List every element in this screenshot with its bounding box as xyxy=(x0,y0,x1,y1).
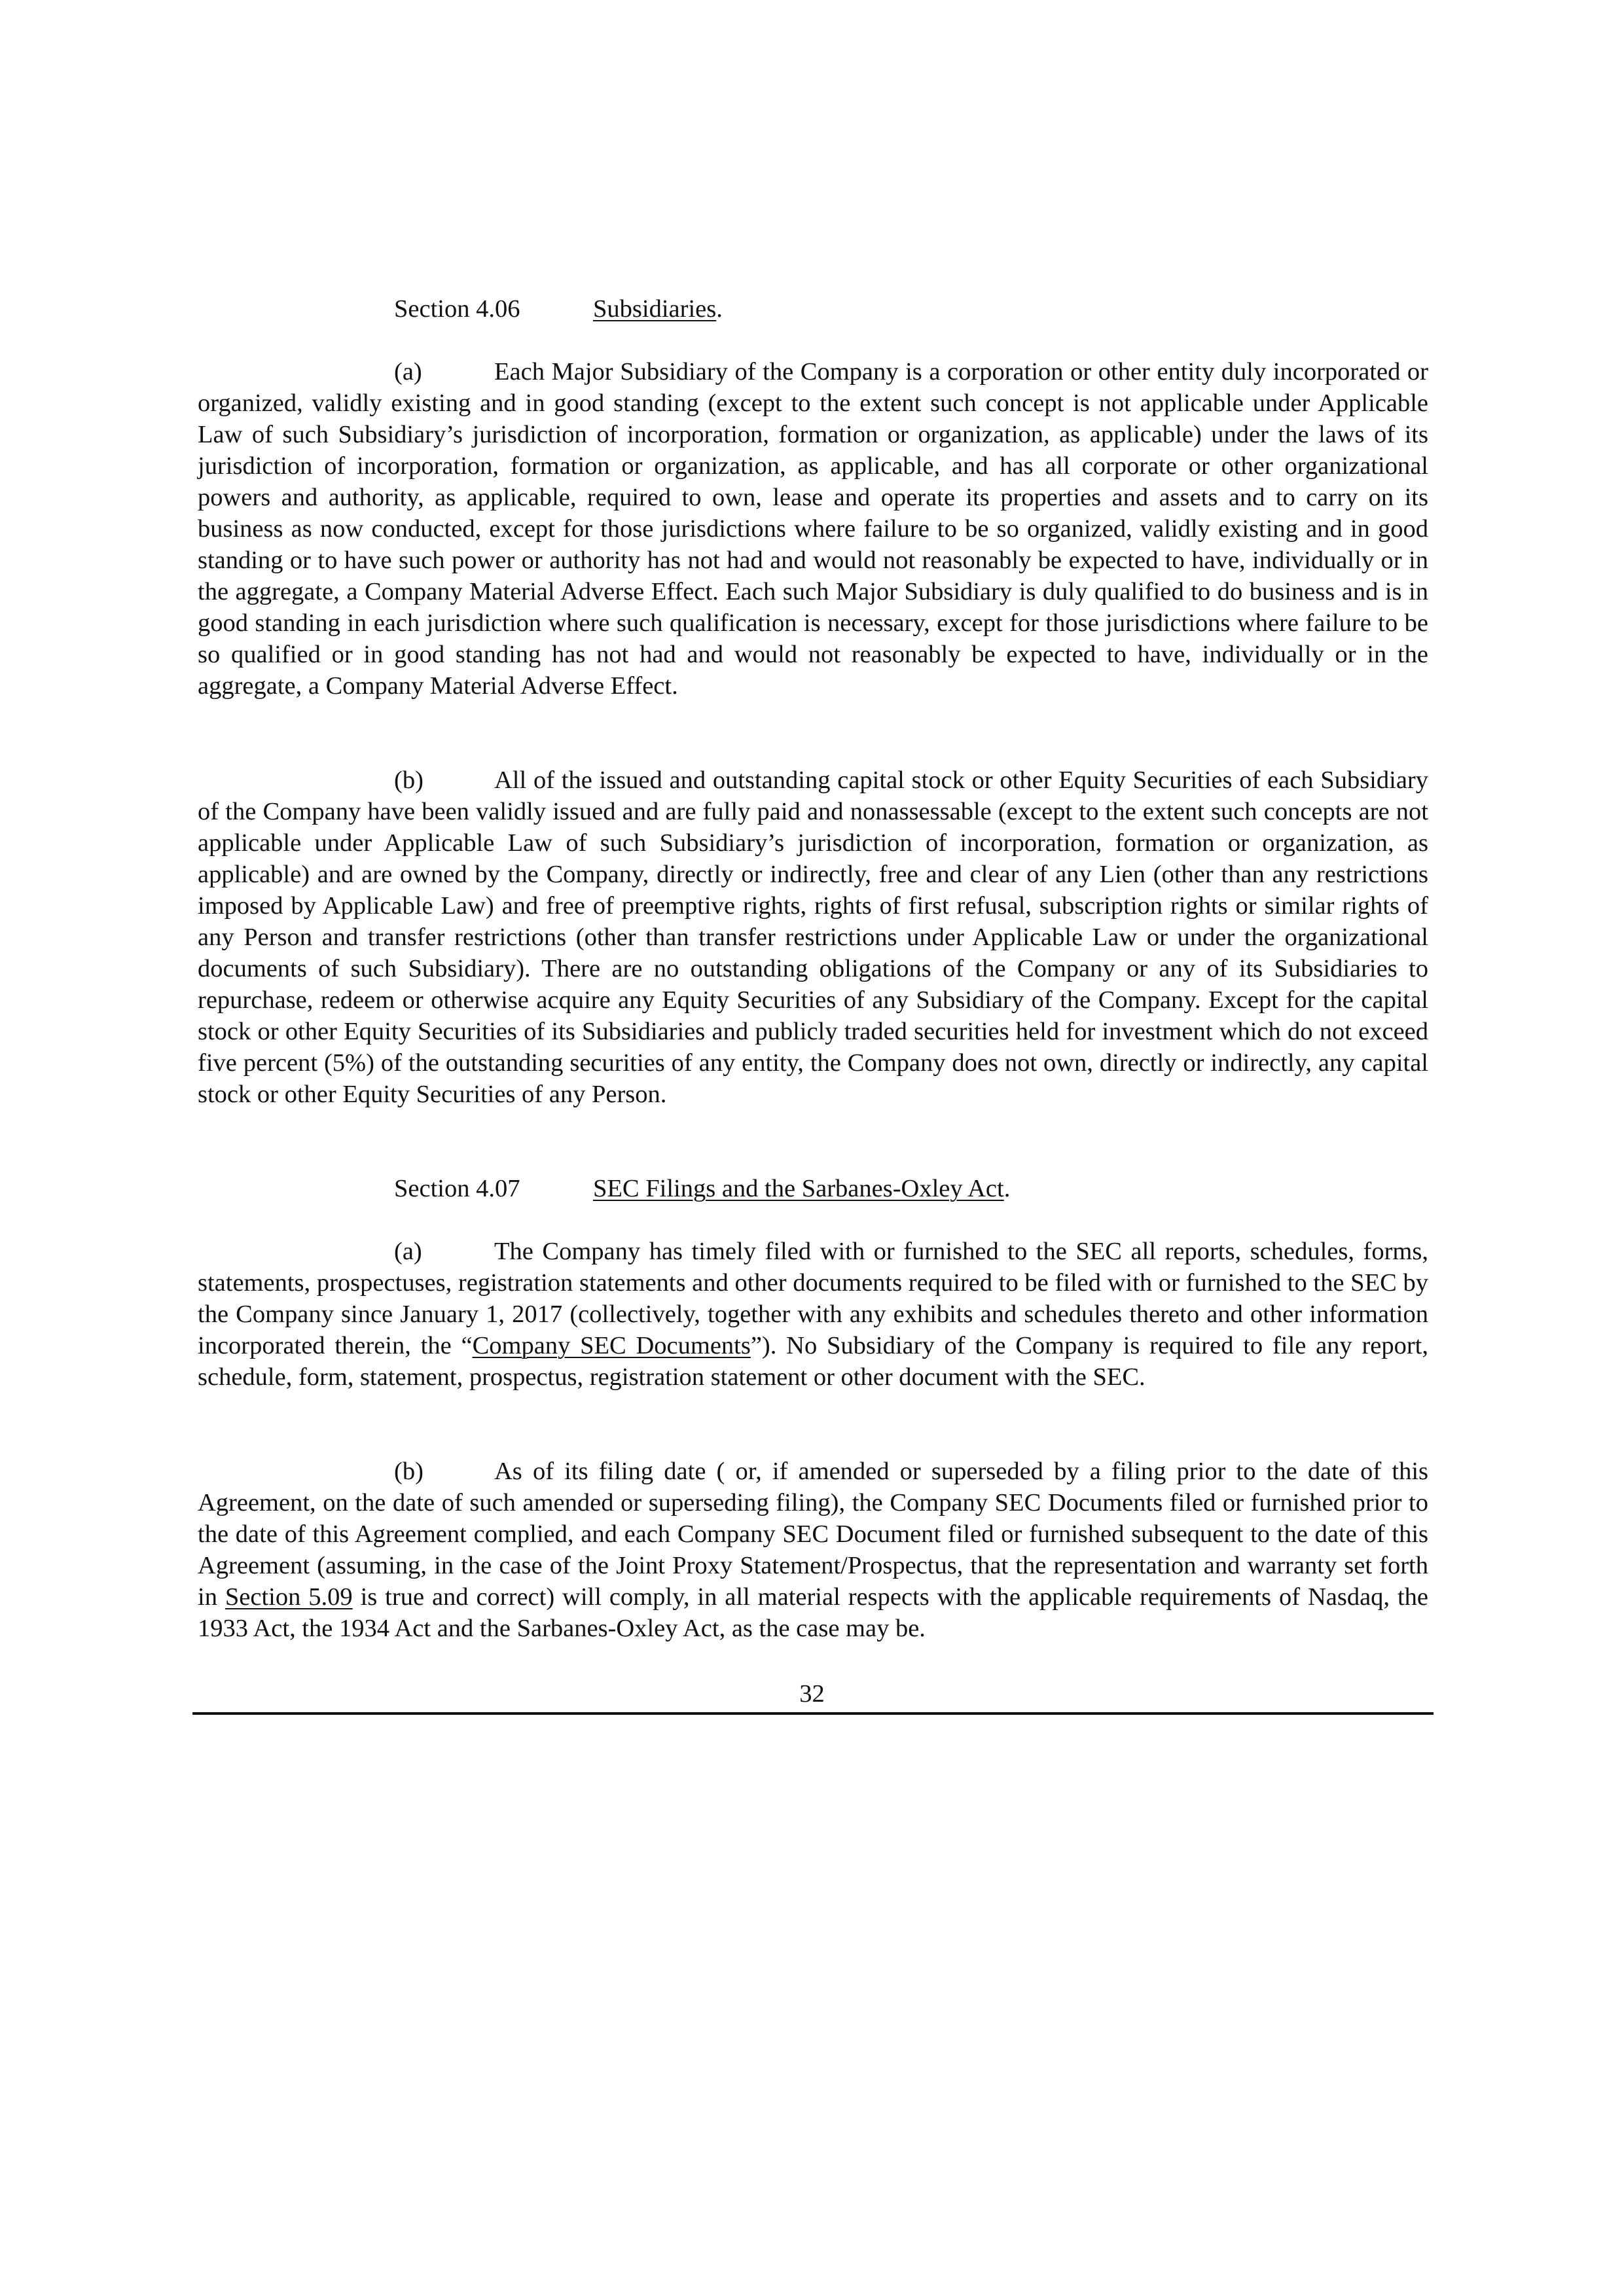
section-title-period: . xyxy=(1003,1175,1011,1202)
paragraph-label: (a) xyxy=(394,358,422,386)
section-title: Subsidiaries xyxy=(593,295,717,323)
paragraph-text: As of its filing date ( or, if amended or superseded by a filing prior to the date of this Agreement, on the date of such amended or superseding filing), the Company SEC Documents filed or furnished prior to the date of this Agreement complied, and each Company SEC Document filed or furnished subsequent to the date of this Agreement (assuming, in the case of the Joint Proxy Statement/Prospectus, that the representation and warranty set forth in xyxy=(198,1458,1428,1611)
paragraph-4-07-b xyxy=(198,1456,1428,1644)
paragraph-text-continued: ”). No Subsidiary of the Company is required to file any report, schedule, form, statement, prospectus, registration statement or other document with the SEC. xyxy=(198,1332,1429,1391)
paragraph-label: (b) xyxy=(394,1458,424,1485)
paragraph-label: (a) xyxy=(394,1238,422,1265)
section-heading-4-06 xyxy=(394,293,723,325)
paragraph-text: All of the issued and outstanding capital stock or other Equity Securities of each Subsidiary of the Company have been validly issued and are fully paid and nonassessable (except to the extent such concepts are not applicable under Applicable Law of such Subsidiary’s jurisdiction of incorporation, formation or organization, as applicable) and are owned by the Company, directly or indirectly, free and clear of any Lien (other than any restrictions imposed by Applicable Law) and free of preemptive rights, rights of first refusal, subscription rights or similar rights of any Person and transfer restrictions (other than transfer restrictions under Applicable Law or under the organizational documents of such Subsidiary). There are no outstanding obligations of the Company or any of its Subsidiaries to repurchase, redeem or otherwise acquire any Equity Securities of any Subsidiary of the Company. Except for the capital stock or other Equity Securities of its Subsidiaries and publicly traded securities held for investment which do not exceed five percent (5%) of the outstanding securities of any entity, the Company does not own, directly or indirectly, any capital stock or other Equity Securities of any Person. xyxy=(198,766,1428,1108)
paragraph-label: (b) xyxy=(394,766,424,794)
section-title: SEC Filings and the Sarbanes-Oxley Act xyxy=(593,1175,1004,1202)
section-heading-4-07 xyxy=(394,1173,1010,1204)
section-reference-link: Section 5.09 xyxy=(225,1583,353,1611)
paragraph-text: Each Major Subsidiary of the Company is a corporation or other entity duly incorporated or organized, validly existing and in good standing (except to the extent such concept is not applicable under Applicable Law of such Subsidiary’s jurisdiction of incorporation, formation or organization, as applicable) under the laws of its jurisdiction of incorporation, formation or organization, as applicable, and has all corporate or other organizational powers and authority, as applicable, required to own, lease and operate its properties and assets and to carry on its business as now conducted, except for those jurisdictions where failure to be so organized, validly existing and in good standing or to have such power or authority has not had and would not reasonably be expected to have, individually or in the aggregate, a Company Material Adverse Effect. Each such Major Subsidiary is duly qualified to do business and is in good standing in each jurisdiction where such qualification is necessary, except for those jurisdictions where failure to be so qualified or in good standing has not had and would not reasonably be expected to have, individually or in the aggregate, a Company Material Adverse Effect. xyxy=(198,358,1428,700)
section-number: Section 4.07 xyxy=(394,1175,520,1202)
section-title-period: . xyxy=(716,295,723,323)
paragraph-4-06-b xyxy=(198,764,1428,1110)
footer-rule xyxy=(192,1712,1434,1715)
paragraph-text: The Company has timely filed with or furnished to the SEC all reports, schedules, forms, statements, prospectuses, registration statements and other documents required to be filed with or furnished to the SEC by the Company since January 1, 2017 (collectively, together with any exhibits and schedules thereto and other information incorporated therein, the “ xyxy=(198,1238,1428,1359)
page-number: 32 xyxy=(799,1680,825,1708)
section-number: Section 4.06 xyxy=(394,295,520,323)
paragraph-4-07-a xyxy=(198,1236,1428,1393)
paragraph-4-06-a xyxy=(198,356,1428,702)
defined-term: Company SEC Documents xyxy=(472,1332,751,1359)
paragraph-text-continued: is true and correct) will comply, in all material respects with the applicable requirements of Nasdaq, the 1933 Act, the 1934 Act and the Sarbanes-Oxley Act, as the case may be. xyxy=(198,1583,1428,1642)
